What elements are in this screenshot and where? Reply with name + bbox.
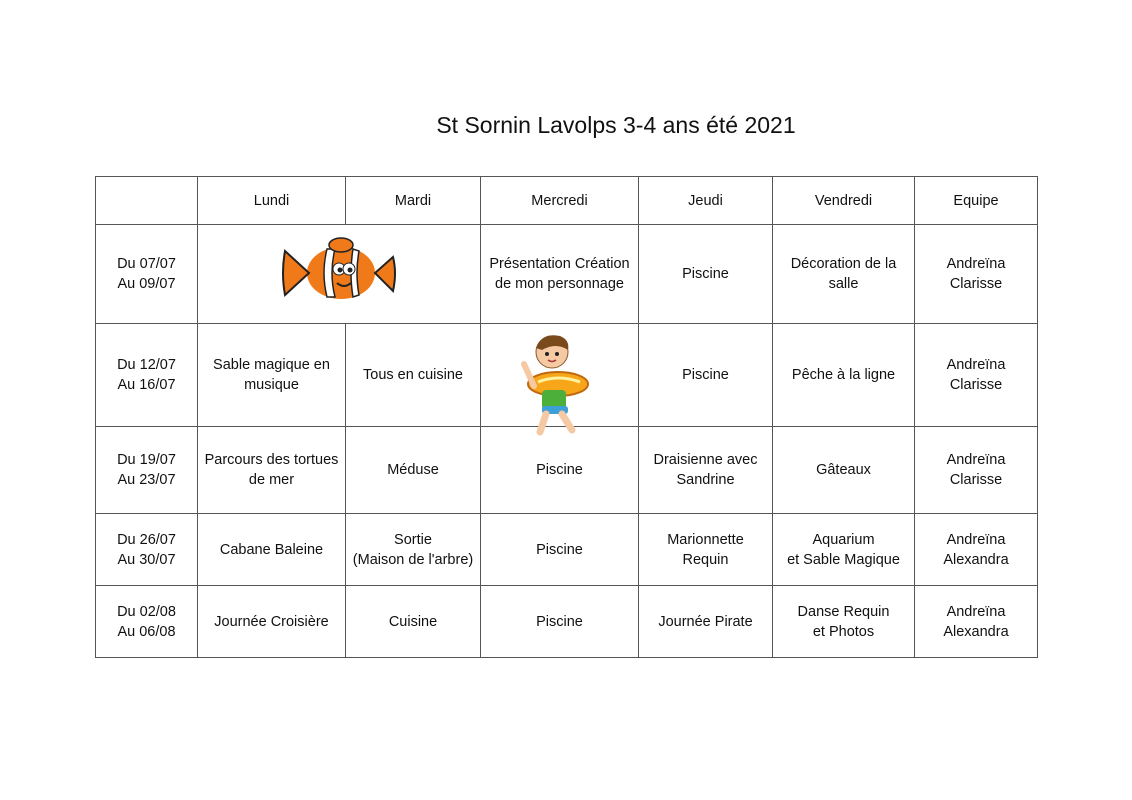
schedule-table	[95, 176, 1038, 658]
activity-cell: Parcours des tortues de mer	[198, 427, 346, 514]
activity-cell: Piscine	[481, 514, 639, 586]
week-cell: Du 26/07 Au 30/07	[96, 514, 198, 586]
header-cell-lundi: Lundi	[198, 177, 346, 225]
header-cell-jeudi: Jeudi	[639, 177, 773, 225]
team-cell: Andreïna Clarisse	[915, 324, 1038, 427]
week-cell: Du 12/07 Au 16/07	[96, 324, 198, 427]
child-swim-ring-cell	[481, 324, 639, 427]
activity-cell: Draisienne avec Sandrine	[639, 427, 773, 514]
team-cell: Andreïna Clarisse	[915, 427, 1038, 514]
activity-cell: Présentation Création de mon personnage	[481, 225, 639, 324]
activity-cell: Piscine	[639, 324, 773, 427]
table-row	[96, 514, 1038, 586]
activity-cell: Gâteaux	[773, 427, 915, 514]
clownfish-image	[279, 233, 399, 313]
week-cell: Du 07/07 Au 09/07	[96, 225, 198, 324]
table-row	[96, 586, 1038, 658]
activity-cell: Décoration de la salle	[773, 225, 915, 324]
header-cell-equipe: Equipe	[915, 177, 1038, 225]
clownfish-cell	[198, 225, 481, 324]
header-cell-empty	[96, 177, 198, 225]
activity-cell: Journée Croisière	[198, 586, 346, 658]
page-title: St Sornin Lavolps 3-4 ans été 2021	[436, 112, 796, 138]
activity-cell: Piscine	[481, 427, 639, 514]
activity-cell: Sortie (Maison de l'arbre)	[346, 514, 481, 586]
child-with-swim-ring-image	[512, 328, 608, 440]
activity-cell: Tous en cuisine	[346, 324, 481, 427]
table-row	[96, 225, 1038, 324]
table-header-row	[96, 177, 1038, 225]
week-cell: Du 19/07 Au 23/07	[96, 427, 198, 514]
header-cell-vendredi: Vendredi	[773, 177, 915, 225]
header-cell-mercredi: Mercredi	[481, 177, 639, 225]
activity-cell: Méduse	[346, 427, 481, 514]
activity-cell: Sable magique en musique	[198, 324, 346, 427]
team-cell: Andreïna Clarisse	[915, 225, 1038, 324]
table-row	[96, 324, 1038, 427]
activity-cell: Marionnette Requin	[639, 514, 773, 586]
team-cell: Andreïna Alexandra	[915, 514, 1038, 586]
activity-cell: Journée Pirate	[639, 586, 773, 658]
team-cell: Andreïna Alexandra	[915, 586, 1038, 658]
activity-cell: Cabane Baleine	[198, 514, 346, 586]
week-cell: Du 02/08 Au 06/08	[96, 586, 198, 658]
activity-cell: Aquarium et Sable Magique	[773, 514, 915, 586]
header-cell-mardi: Mardi	[346, 177, 481, 225]
activity-cell: Piscine	[481, 586, 639, 658]
activity-cell: Cuisine	[346, 586, 481, 658]
activity-cell: Pêche à la ligne	[773, 324, 915, 427]
activity-cell: Danse Requin et Photos	[773, 586, 915, 658]
activity-cell: Piscine	[639, 225, 773, 324]
